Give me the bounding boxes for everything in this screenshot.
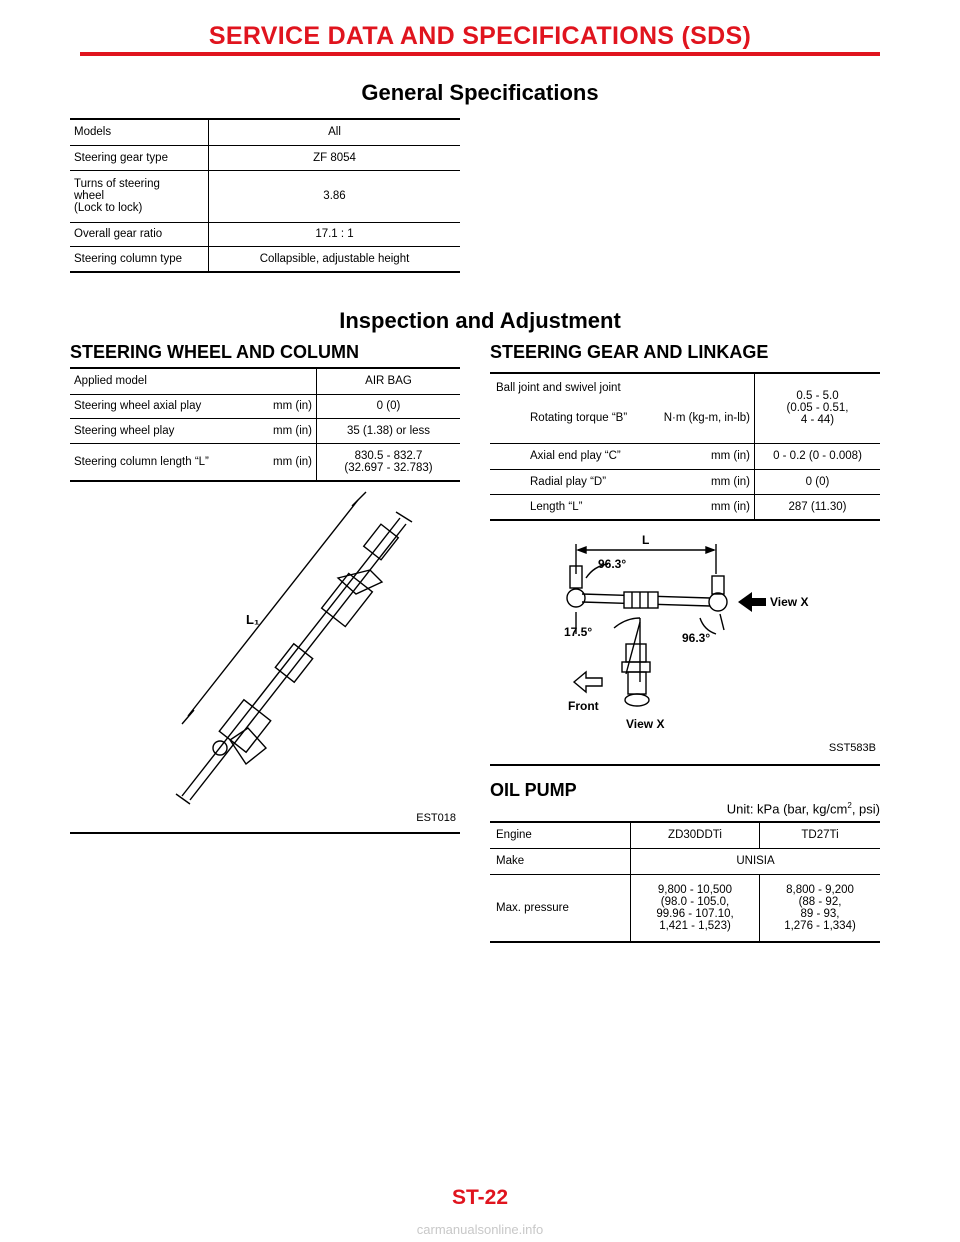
figure-label-l1: L₁ <box>246 612 260 627</box>
spec-value: 0.5 - 5.0 (0.05 - 0.51, 4 - 44) <box>755 373 881 443</box>
spec-unit: mm (in) <box>228 418 317 443</box>
steering-wheel-column-table <box>70 367 460 482</box>
page-number: ST-22 <box>451 1186 509 1209</box>
spec-label: Max. pressure <box>490 874 631 942</box>
spec-label: Steering column length “L” <box>70 443 228 481</box>
header-divider <box>80 52 880 56</box>
figure-front-label: Front <box>568 699 599 713</box>
spec-label: Engine <box>490 822 631 848</box>
steering-wheel-column-heading: STEERING WHEEL AND COLUMN <box>70 342 360 362</box>
table-row <box>490 443 880 469</box>
figure-angle-label: 17.5° <box>564 625 593 639</box>
figure-view-x-label: View X <box>770 595 809 609</box>
spec-label: Length “L” <box>530 500 583 513</box>
table-row <box>70 394 460 418</box>
linkage-figure <box>490 522 880 766</box>
spec-label: Axial end play “C” <box>530 450 621 462</box>
steering-gear-linkage-table <box>490 372 880 521</box>
column-header: TD27Ti <box>760 822 881 848</box>
spec-value: ZF 8054 <box>209 145 461 170</box>
column-header: ZD30DDTi <box>631 822 760 848</box>
figure-angle-label: 96.3° <box>682 631 711 645</box>
linkage-illustration <box>490 522 880 764</box>
spec-label: Steering column type <box>70 246 209 272</box>
group-label: Ball joint and swivel joint <box>496 382 621 394</box>
spec-label: Rotating torque “B” <box>530 412 628 424</box>
spec-label: Steering gear type <box>70 145 209 170</box>
spec-value: 0 - 0.2 (0 - 0.008) <box>755 443 881 469</box>
table-row <box>70 170 460 222</box>
figure-label-l: L <box>642 533 650 547</box>
spec-unit: mm (in) <box>711 500 750 513</box>
spec-label: Steering wheel axial play <box>70 394 228 418</box>
spec-value: 8,800 - 9,200 (88 - 92, 89 - 93, 1,276 - 1,334) <box>760 874 881 942</box>
watermark: carmanualsonline.info <box>416 1222 544 1237</box>
table-row <box>70 119 460 145</box>
figure-code: EST018 <box>416 812 456 824</box>
spec-value: 9,800 - 10,500 (98.0 - 105.0, 99.96 - 107.10, 1,421 - 1,523) <box>631 874 760 942</box>
spec-unit: mm (in) <box>228 394 317 418</box>
inspection-adjustment-title: Inspection and Adjustment <box>339 308 621 333</box>
page-header-title: SERVICE DATA AND SPECIFICATIONS (SDS) <box>208 22 752 50</box>
spec-value: Collapsible, adjustable height <box>209 246 461 272</box>
table-row <box>490 848 880 874</box>
spec-unit: N·m (kg-m, in-lb) <box>663 412 750 424</box>
spec-value: 287 (11.30) <box>755 494 881 520</box>
spec-label: Turns of steering wheel (Lock to lock) <box>70 170 209 222</box>
spec-label: Steering wheel play <box>70 418 228 443</box>
general-specifications-table <box>70 118 460 273</box>
spec-value: 35 (1.38) or less <box>317 418 461 443</box>
table-row <box>70 246 460 272</box>
spec-unit: mm (in) <box>711 475 750 488</box>
torque-label-cell <box>490 373 755 443</box>
table-row <box>70 145 460 170</box>
spec-value: UNISIA <box>631 848 881 874</box>
spec-label: Overall gear ratio <box>70 222 209 246</box>
table-row <box>70 368 460 394</box>
oil-pump-unit-note: Unit: kPa (bar, $kg/cm^2$, psi) <box>726 801 880 817</box>
spec-value: All <box>209 119 461 145</box>
spec-value: AIR BAG <box>317 368 461 394</box>
spec-label: Make <box>490 848 631 874</box>
table-row <box>70 443 460 481</box>
table-row <box>70 222 460 246</box>
spec-unit <box>228 368 317 394</box>
table-row <box>490 822 880 848</box>
table-row <box>490 494 880 520</box>
steering-column-figure <box>70 478 460 834</box>
spec-value: 0 (0) <box>755 469 881 494</box>
spec-unit: mm (in) <box>711 450 750 462</box>
figure-view-x-label: View X <box>626 717 665 731</box>
spec-value: 0 (0) <box>317 394 461 418</box>
steering-gear-linkage-heading: STEERING GEAR AND LINKAGE <box>490 342 769 362</box>
steering-column-illustration <box>70 478 460 832</box>
spec-value: 17.1 : 1 <box>209 222 461 246</box>
general-specifications-title: General Specifications <box>361 80 599 105</box>
figure-angle-label: 96.3° <box>598 557 627 571</box>
spec-label: Models <box>70 119 209 145</box>
table-row <box>490 874 880 942</box>
figure-code: SST583B <box>828 742 876 754</box>
table-row <box>490 373 880 443</box>
spec-value: 3.86 <box>209 170 461 222</box>
spec-value: 830.5 - 832.7 (32.697 - 32.783) <box>317 443 461 481</box>
table-row <box>490 469 880 494</box>
oil-pump-heading: OIL PUMP <box>490 780 577 800</box>
spec-label: Radial play “D” <box>530 475 607 488</box>
view-x-arrow-icon <box>738 592 766 612</box>
oil-pump-table <box>490 821 880 943</box>
spec-unit: mm (in) <box>228 443 317 481</box>
spec-label: Applied model <box>70 368 228 394</box>
table-row <box>70 418 460 443</box>
